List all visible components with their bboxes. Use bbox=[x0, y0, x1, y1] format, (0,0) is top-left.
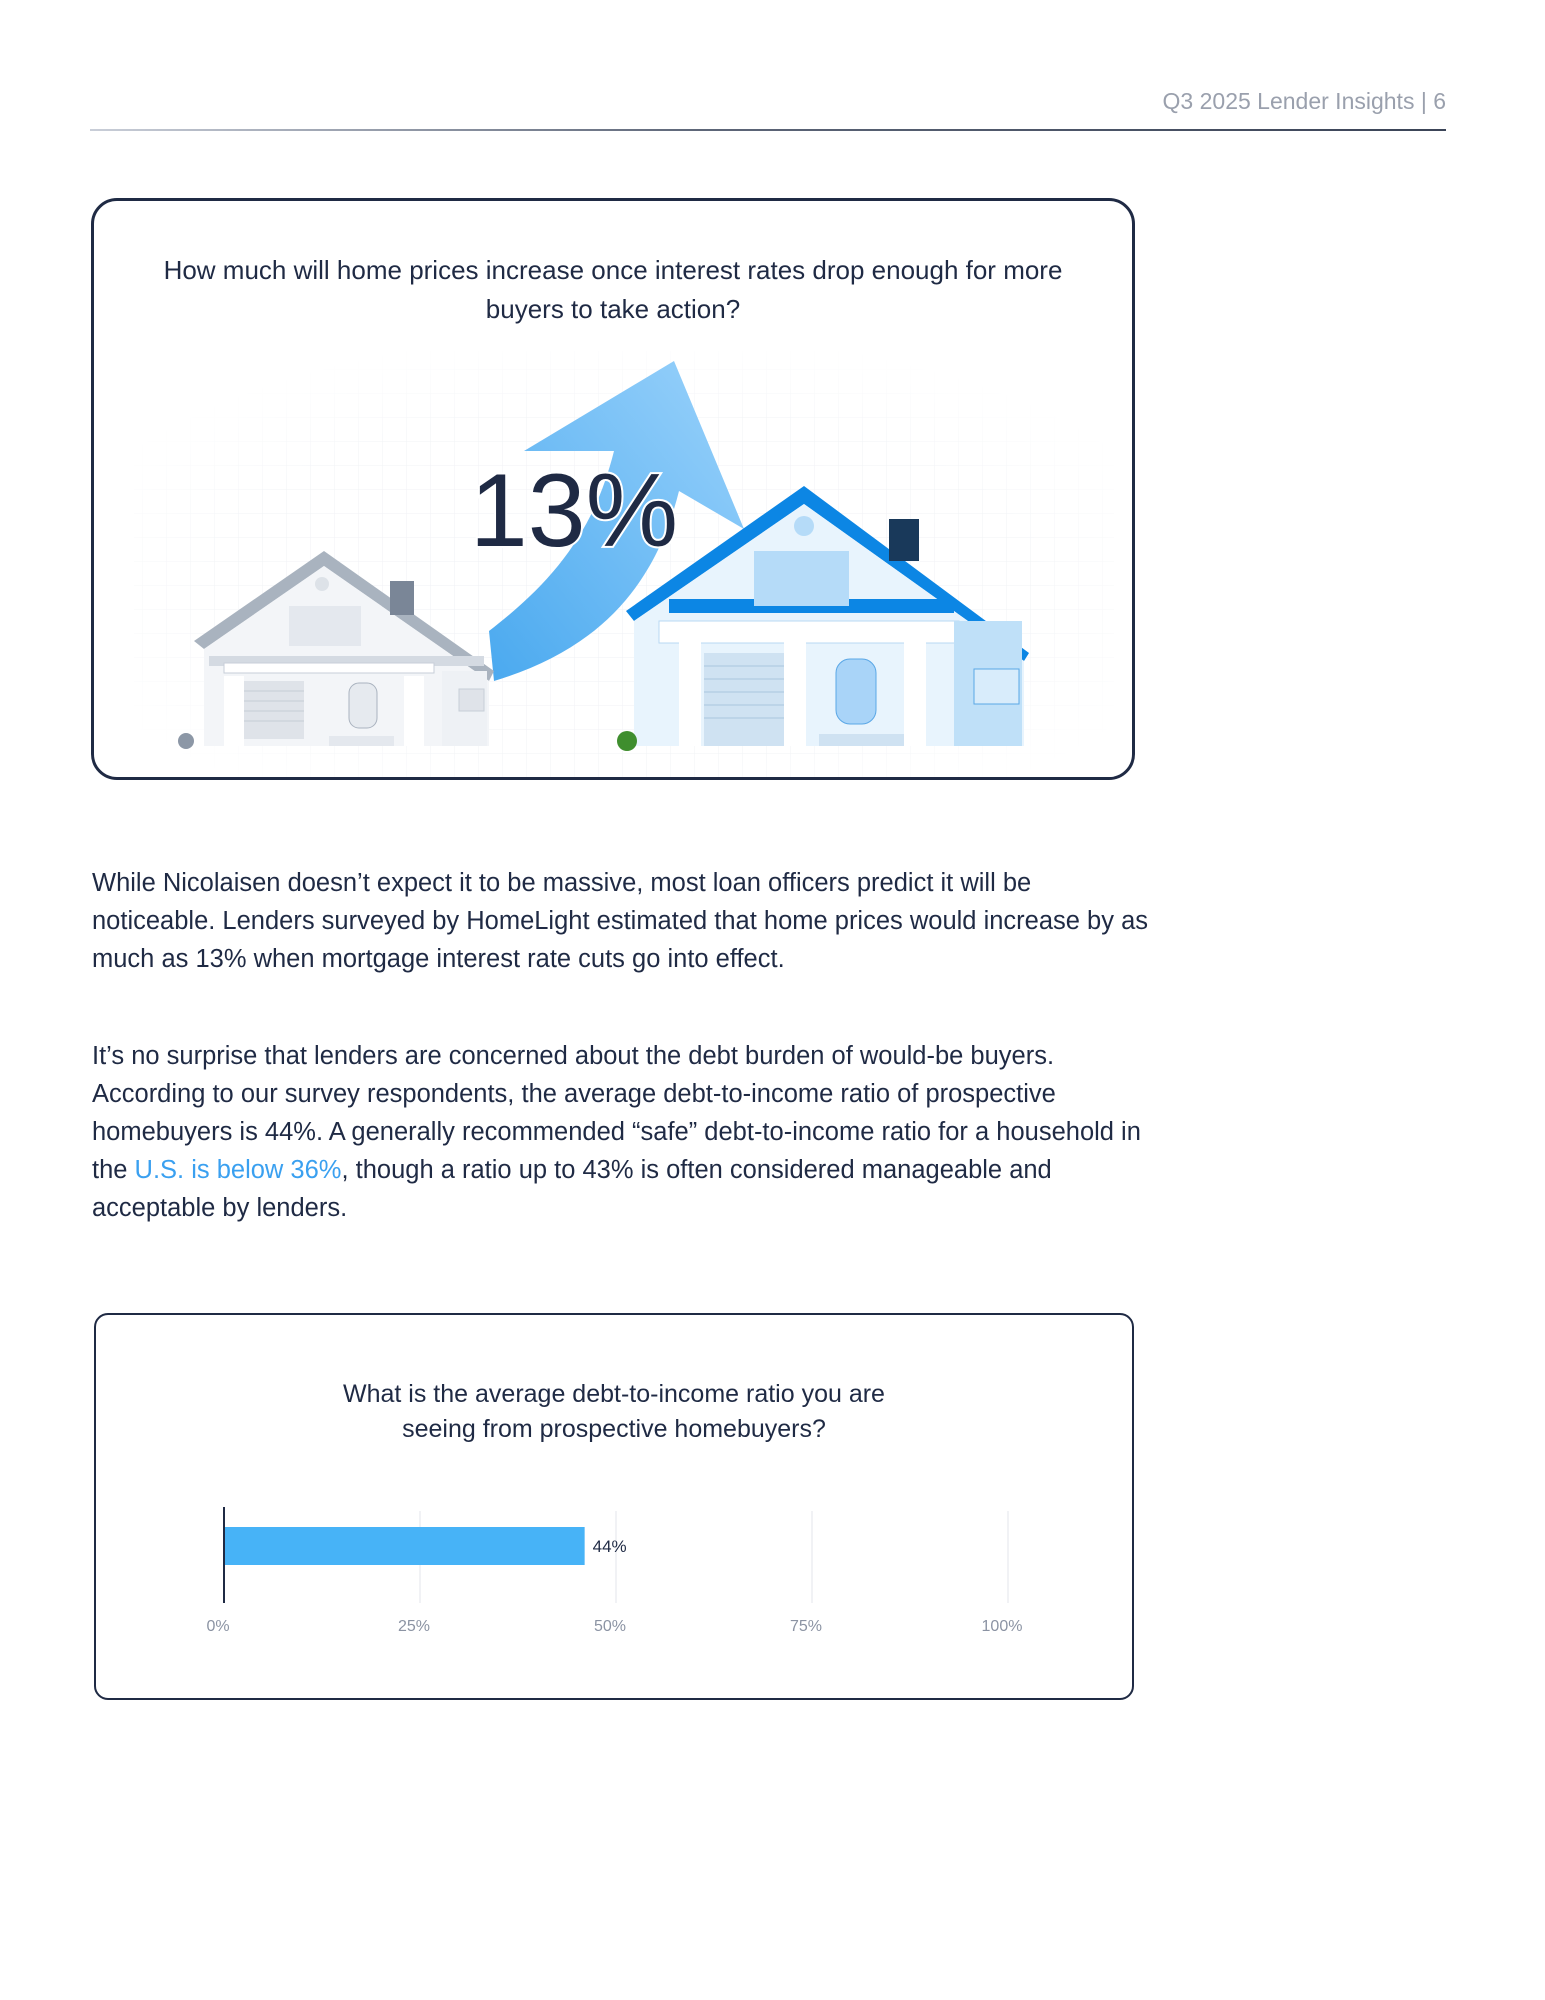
home-price-figure-card bbox=[91, 198, 1135, 780]
x-tick-label-100: 100% bbox=[981, 1618, 1023, 1635]
dti-safe-ratio-link[interactable]: U.S. is below 36% bbox=[134, 1156, 342, 1184]
paragraph-2-text-after: , though a ratio up to 43% is often considered manageable and acceptable by lenders. bbox=[92, 1156, 1052, 1222]
dti-chart-card bbox=[94, 1313, 1134, 1700]
header-divider bbox=[90, 129, 1446, 131]
page-header-title: Q3 2025 Lender Insights | 6 bbox=[1162, 88, 1446, 114]
body-paragraph-1: While Nicolaisen doesn’t expect it to be massive, most loan officers predict it will be noticeable. Lenders surveyed by HomeLight estimated that home prices would increase by as much as 13% when mortgage interest rate cuts go into effect. bbox=[92, 869, 1148, 973]
chart-title: What is the average debt-to-income ratio you are seeing from prospective homebuyers? bbox=[343, 1380, 885, 1443]
bar-0 bbox=[224, 1527, 585, 1565]
houses-illustration bbox=[94, 201, 1135, 780]
dti-bar-chart bbox=[96, 1315, 1136, 1702]
paragraph-2-text-before: It’s no surprise that lenders are concerned about the debt burden of would-be buyers. According to our survey respondents, the average debt-to-income ratio of prospective homebuyers is 44%. A generally recommended “safe” debt-to-income ratio for a household in the bbox=[92, 1042, 1141, 1184]
x-tick-label-25: 25% bbox=[397, 1618, 431, 1635]
x-tick-label-75: 75% bbox=[789, 1618, 823, 1635]
x-tick-label-0: 0% bbox=[206, 1618, 230, 1635]
figure-title: How much will home prices increase once interest rates drop enough for more buyers to take action? bbox=[163, 255, 1063, 324]
stat-13-percent: 13% bbox=[469, 453, 679, 569]
body-paragraph-2 bbox=[92, 1037, 1152, 1227]
bar-data-label-0: 44% bbox=[592, 1537, 627, 1556]
x-tick-label-50: 50% bbox=[593, 1618, 627, 1635]
